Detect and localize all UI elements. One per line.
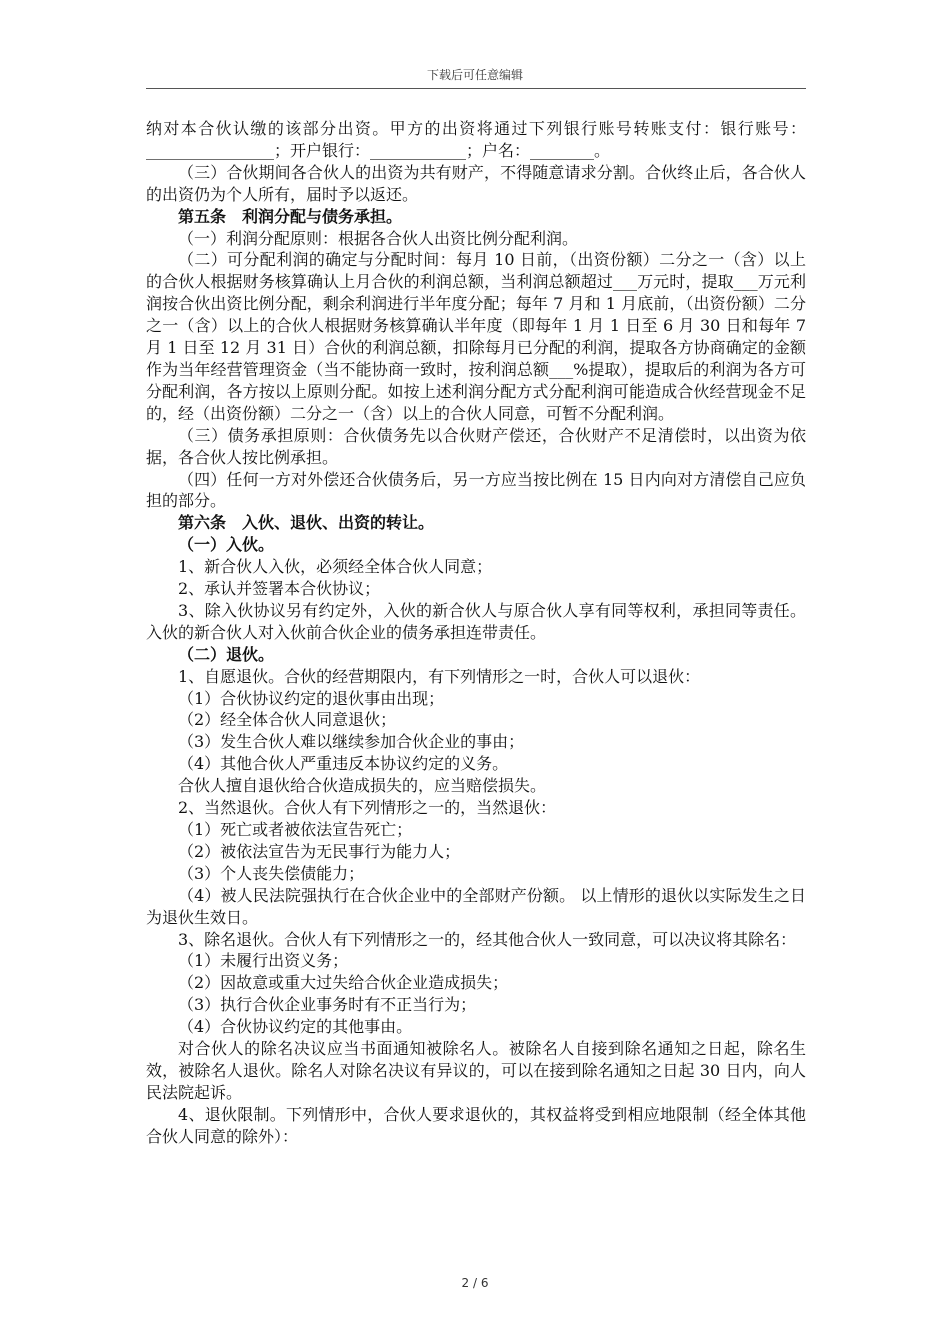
paragraph: （2）经全体合伙人同意退伙； bbox=[178, 710, 397, 730]
paragraph: （1）合伙协议约定的退伙事由出现； bbox=[178, 688, 445, 708]
paragraph: 2、承认并签署本合伙协议； bbox=[178, 579, 381, 599]
paragraph: （2）被依法宣告为无民事行为能力人； bbox=[178, 841, 461, 861]
paragraph: （4）被人民法院强执行在合伙企业中的全部财产份额。 以上情形的退伙以实际发生之日为退伙生效日。 bbox=[146, 885, 806, 927]
paragraph: （4）其他合伙人严重违反本协议约定的义务。 bbox=[178, 754, 509, 774]
paragraph: （3）个人丧失偿债能力； bbox=[178, 863, 365, 883]
paragraph: （3）执行合伙企业事务时有不正当行为； bbox=[178, 995, 477, 1015]
paragraph: （3）发生合伙人难以继续参加合伙企业的事由； bbox=[178, 732, 525, 752]
paragraph: （2）因故意或重大过失给合伙企业造成损失； bbox=[178, 973, 509, 993]
paragraph: （4）合伙协议约定的其他事由。 bbox=[178, 1017, 413, 1037]
document-body bbox=[146, 118, 806, 1148]
paragraph: （四）任何一方对外偿还合伙债务后，另一方应当按比例在 15 日内向对方清偿自己应负担的部分。 bbox=[146, 469, 806, 511]
paragraph: 4、退伙限制。下列情形中，合伙人要求退伙的，其权益将受到相应地限制（经全体其他合伙人同意的除外）： bbox=[146, 1104, 806, 1146]
paragraph: 2、当然退伙。合伙人有下列情形之一的，当然退伙： bbox=[178, 798, 557, 818]
section-heading: （二）退伙。 bbox=[178, 644, 275, 664]
paragraph: （一）利润分配原则：根据各合伙人出资比例分配利润。 bbox=[178, 228, 579, 248]
paragraph: （1）未履行出资义务； bbox=[178, 951, 349, 971]
paragraph: 3、除入伙协议另有约定外，入伙的新合伙人与原合伙人享有同等权利，承担同等责任。入伙的新合伙人对入伙前合伙企业的债务承担连带责任。 bbox=[146, 600, 806, 642]
section-heading: 第六条 入伙、退伙、出资的转让。 bbox=[178, 513, 435, 533]
paragraph: 对合伙人的除名决议应当书面通知被除名人。被除名人自接到除名通知之日起，除名生效，被除名人退伙。除名人对除名决议有异议的，可以在接到除名通知之日起 30 日内，向人民法院起诉。 bbox=[146, 1039, 806, 1102]
paragraph: 1、新合伙人入伙，必须经全体合伙人同意； bbox=[178, 557, 493, 577]
paragraph: （三）合伙期间各合伙人的出资为共有财产，不得随意请求分割。合伙终止后，各合伙人的出资仍为个人所有，届时予以返还。 bbox=[146, 162, 806, 204]
section-heading: 第五条 利润分配与债务承担。 bbox=[178, 206, 403, 226]
paragraph: （1）死亡或者被依法宣告死亡； bbox=[178, 820, 413, 839]
paragraph: （二）可分配利润的确定与分配时间：每月 10 日前，（出资份额）二分之一（含）以上的合伙人根据财务核算确认上月合伙的利润总额，当利润总额超过___万元时，提取___万元利润按合伙出资比例分配，剩余利润进行半年度分配；每年 7 月和 1 月底前，（出资份额）二分之一（含）以上的合伙人根据财务核算确认半年度（即每年 1 月 1 日至 6 月 30 日和每年 7 月 1 日至 12 月 31 日）合伙的利润总额，扣除每月已分配的利润，提取各方协商确定的金额作为当年经营管理资金（当不能协商一致时，按利润总额___%提取），提取后的利润为各方可分配利润，各方按以上原则分配。如按上述利润分配方式分配利润可能造成合伙经营现金不足的，经（出资份额）二分之一（含）以上的合伙人同意，可暂不分配利润。 bbox=[146, 250, 806, 423]
paragraph: 3、除名退伙。合伙人有下列情形之一的，经其他合伙人一致同意，可以决议将其除名： bbox=[178, 929, 797, 949]
page-number: 2 / 6 bbox=[461, 1276, 489, 1290]
header-rule bbox=[146, 88, 806, 89]
paragraph: 合伙人擅自退伙给合伙造成损失的，应当赔偿损失。 bbox=[178, 776, 547, 796]
paragraph: （三）债务承担原则：合伙债务先以合伙财产偿还，合伙财产不足清偿时，以出资为依据，各合伙人按比例承担。 bbox=[146, 425, 806, 467]
paragraph: 1、自愿退伙。合伙的经营期限内，有下列情形之一时，合伙人可以退伙： bbox=[178, 666, 701, 686]
page-header: 下载后可任意编辑 bbox=[426, 68, 523, 82]
paragraph: 纳对本合伙认缴的该部分出资。甲方的出资将通过下列银行账号转账支付：银行账号：________________；开户银行：____________；户名：________。 bbox=[146, 119, 806, 160]
section-heading: （一）入伙。 bbox=[178, 535, 275, 555]
